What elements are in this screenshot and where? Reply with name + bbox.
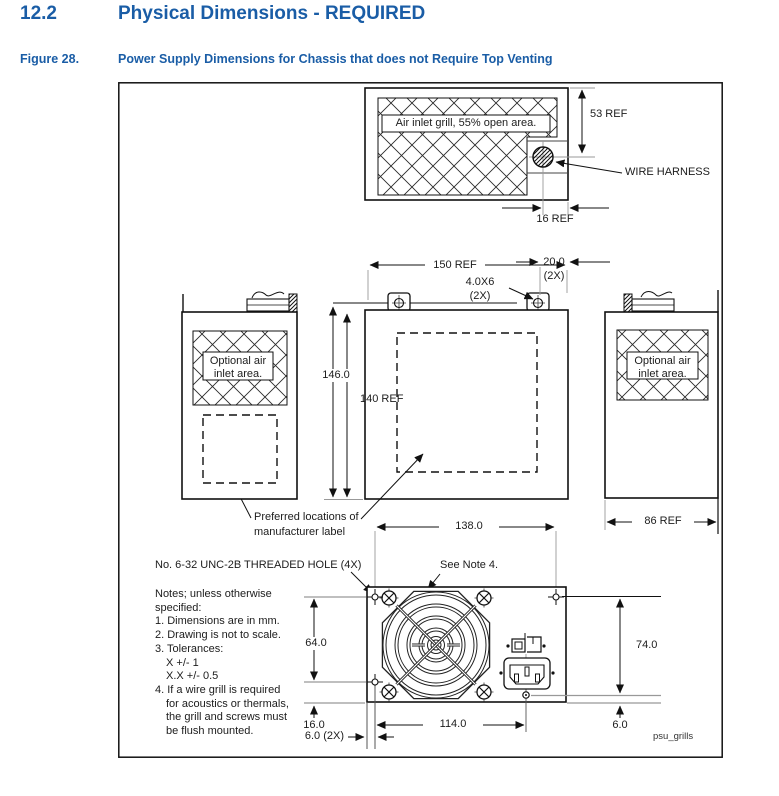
dim-20-qty: (2X) [543,270,565,282]
dim-86-ref: 86 REF [632,515,694,528]
dim-140-ref: 140 REF [360,393,404,405]
right-side-view-drawing [605,290,718,534]
dim-20: 20.0 [543,256,565,268]
dim-16-ref: 16 REF [536,213,574,225]
dim-138: 138.0 [439,520,499,533]
dim-74: 74.0 [636,639,658,651]
ac-inlet [499,654,554,689]
right-inlet-label [627,355,698,381]
slot-qty: (2X) [469,290,491,302]
figure-frame [118,82,723,758]
see-note-label: See Note 4. [440,559,499,571]
note-line: be flush mounted. [166,725,254,738]
note-line: 1. Dimensions are in mm. [155,615,280,628]
drawing-notes [155,588,325,739]
left-side-view-drawing [182,292,297,499]
left-inlet-label [203,355,273,381]
note-line: 2. Drawing is not to scale. [155,629,281,642]
wire-harness-side-view [247,292,297,313]
top-view-drawing [365,88,622,215]
note-line: Notes; unless otherwise [155,588,272,600]
dim-6: 6.0 [612,719,628,731]
section-number: 12.2 [20,3,57,24]
dim-53-ref: 53 REF [590,108,628,120]
figure-caption: Power Supply Dimensions for Chassis that does not Require Top Venting [118,52,553,66]
dim-114: 114.0 [423,718,483,731]
right-inlet-label-line2: inlet area. [638,368,687,380]
dim-6-2x: 6.0 (2X) [304,730,344,742]
dim-146: 146.0 [314,369,358,382]
slot-dim: 4.0X6 [465,276,495,288]
left-inlet-label-line1: Optional air [209,355,267,367]
threaded-hole-label: No. 6-32 UNC-2B THREADED HOLE (4X) [155,559,362,571]
wire-harness-side-view [624,292,674,314]
note-line: 3. Tolerances: [155,642,224,655]
air-inlet-grill-label: Air inlet grill, 55% open area. [395,117,537,129]
page-title: Physical Dimensions - REQUIRED [118,3,426,24]
note-line: X +/- 1 [166,656,199,669]
label-note-line1: Preferred locations of [254,511,359,523]
wire-harness-label: WIRE HARNESS [625,166,710,178]
dim-150-ref: 150 REF [425,259,485,272]
figure-number: Figure 28. [20,52,80,66]
drawing-id: psu_grills [653,731,694,742]
right-inlet-label-line1: Optional air [634,355,691,367]
fan-guard [382,591,489,698]
label-note-line2: manufacturer label [254,526,346,538]
left-inlet-label-line2: inlet area. [213,368,263,380]
dim-64: 64.0 [296,637,336,650]
note-line: specified: [155,601,202,614]
wire-harness-hole [533,147,553,167]
note-line: 4. If a wire grill is required [155,683,281,696]
note-line: for acoustics or thermals, [166,697,289,710]
dim-16: 16.0 [303,719,325,731]
note-line: the grill and screws must [166,711,288,724]
note-line: X.X +/- 0.5 [166,670,219,683]
